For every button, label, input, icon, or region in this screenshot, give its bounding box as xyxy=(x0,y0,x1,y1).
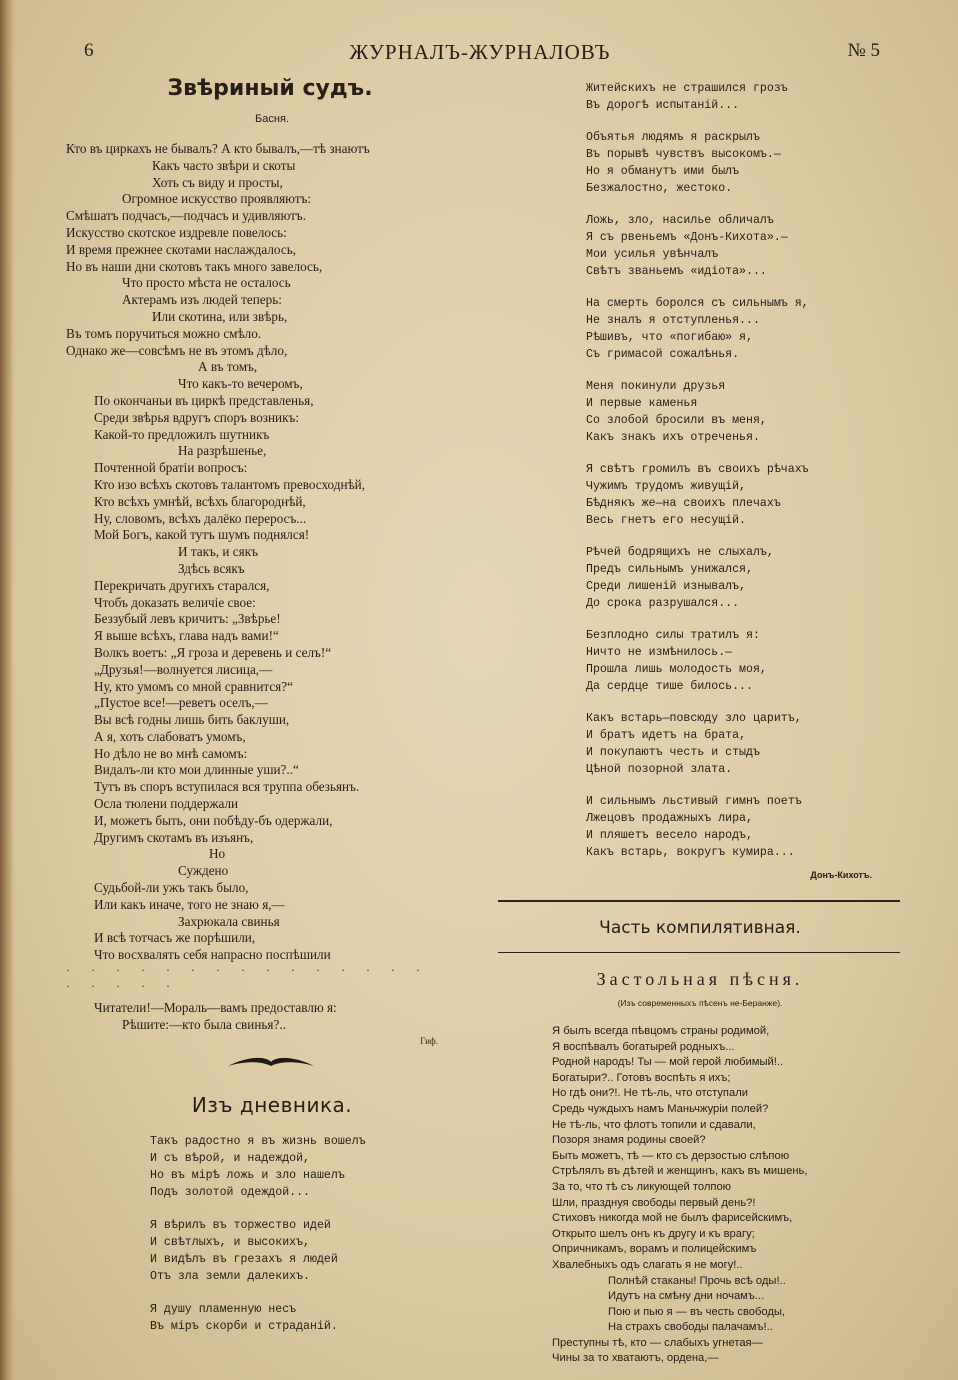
song-line: Полнѣй стаканы! Прочь всѣ оды!.. xyxy=(608,1274,786,1287)
section-title: Часть компилятивная. xyxy=(599,918,801,938)
poem-line: Среди лишеній изнывалъ, xyxy=(586,580,747,593)
poem-line: Чужимъ трудомъ живущій, xyxy=(586,480,747,493)
song-line: Не тѣ-ль, что флотъ топили и сдавали, xyxy=(552,1118,756,1131)
poem-line: Безплодно силы тратилъ я: xyxy=(586,629,760,642)
fable-line: Искусство скотское издревле повелось: xyxy=(66,224,287,240)
diary-line: Отъ зла земли далекихъ. xyxy=(150,1269,311,1283)
fable-line: Перекричать другихъ старался, xyxy=(94,577,270,593)
song-line: Стиховъ никогда мой не былъ фарисейскимъ, xyxy=(552,1212,793,1225)
song-line: Богатыри?.. Готовъ воспѣть я ихъ; xyxy=(552,1071,731,1084)
fable-signature: Гиф. xyxy=(420,1035,438,1046)
poem-stanza xyxy=(586,627,902,695)
fable-line: На разрѣшенье, xyxy=(178,443,267,459)
poem-line: Но я обманутъ ими былъ xyxy=(586,165,740,178)
poem-stanza xyxy=(586,129,902,197)
diary-line: И свѣтлыхъ, и высокихъ, xyxy=(150,1235,311,1249)
fable-line: И время прежнее скотами наслаждалось, xyxy=(66,241,297,257)
fable-line: „Друзья!—волнуется лисица,— xyxy=(94,661,273,677)
diary-line: Въ міръ скорби и страданій. xyxy=(150,1319,338,1333)
song-line: Открыто шелъ онъ къ другу и къ врагу; xyxy=(552,1227,755,1240)
fable-line: Кто изо всѣхъ скотовъ талантомъ превосходнѣй, xyxy=(94,476,366,492)
poem-line: Мои усилья увѣнчалъ xyxy=(586,248,719,261)
song-line: Стрѣлялъ въ дѣтей и женщинъ, какъ въ мишень, xyxy=(552,1165,808,1178)
fable-line: „Пустое все!—реветъ оселъ,— xyxy=(94,695,268,711)
section-divider-bottom xyxy=(498,952,900,953)
right-column xyxy=(498,80,902,1367)
diary-poem-continued xyxy=(586,80,902,861)
fable-line: Какъ часто звѣри и скоты xyxy=(152,157,296,173)
diary-stanza xyxy=(150,1217,446,1285)
song-line: Я былъ всегда пѣвцомъ страны родимой, xyxy=(552,1025,770,1037)
fable-line: Въ томъ поручиться можно смѣло. xyxy=(66,325,262,341)
poem-line: Меня покинули друзья xyxy=(586,380,726,393)
poem-stanza xyxy=(586,295,902,363)
fable-line: Что просто мѣста не осталось xyxy=(122,275,291,291)
fable-line: Беззубый левъ кричитъ: „Звѣрье! xyxy=(94,611,281,627)
diary-title: Изъ дневника. xyxy=(191,1092,353,1117)
fable-line: Видалъ-ли кто мои длинные уши?..“ xyxy=(94,762,299,778)
poem-signature: Донъ-Кихотъ. xyxy=(810,870,872,880)
song-subtitle: (Изъ современныхъ пѣсенъ не-Беранже). xyxy=(617,998,783,1008)
fable-line: Суждено xyxy=(178,863,229,879)
fable-line: Кто въ циркахъ не бывалъ? А кто бывалъ,—тѣ знаютъ xyxy=(66,141,370,156)
fable-line: Волкъ воетъ: „Я гроза и деревень и селъ!“ xyxy=(94,644,332,660)
song-line: Опричникамъ, ворамъ и полицейскимъ xyxy=(552,1243,757,1256)
poem-line: Весь гнетъ его несущій. xyxy=(586,514,747,527)
fable-line: Какой-то предложилъ шутникъ xyxy=(94,426,270,442)
poem-stanza xyxy=(586,80,902,114)
fable-line: Осла тюлени поддержали xyxy=(94,796,239,812)
fable-line: Что какъ-то вечеромъ, xyxy=(178,376,303,392)
poem-line: Я съ рвеньемъ «Донъ-Кихота».— xyxy=(586,231,788,244)
poem-line: Ложь, зло, насилье обличалъ xyxy=(586,214,774,227)
fable-line: Ну, кто умомъ со мной сравнится?“ xyxy=(94,678,293,694)
song-line: Преступны тѣ, кто — слабыхъ угнетая— xyxy=(552,1336,763,1349)
fable-line: Хоть съ виду и просты, xyxy=(152,174,283,190)
song-line: За то, что тѣ съ ликующей толпою xyxy=(552,1180,732,1193)
fable-line: Здѣсь всякъ xyxy=(178,560,245,576)
fable-line: И такъ, и сякъ xyxy=(178,544,258,560)
fable-subtitle: Басня. xyxy=(255,113,289,125)
poem-line: И пляшетъ весело народъ, xyxy=(586,829,753,842)
fable-line: Захрюкала свинья xyxy=(178,913,280,929)
diary-line: Я вѣрилъ въ торжество идей xyxy=(150,1218,331,1232)
fable-text xyxy=(66,141,446,1034)
poem-line: Рѣшивъ, что «погибаю» я, xyxy=(586,331,753,344)
song-line: Шли, празднуя свободы первый день?! xyxy=(552,1196,756,1209)
song-line: Но гдѣ они?!. Не тѣ-ль, что отступали xyxy=(552,1087,748,1100)
poem-line: Не зналъ я отступленья... xyxy=(586,314,760,327)
fable-title: Звѣриный судъ. xyxy=(167,76,373,101)
song-line: Идутъ на смѣну дни ночамъ... xyxy=(608,1290,765,1303)
song-line: Пою и пью я — въ честь свободы, xyxy=(608,1305,786,1318)
poem-line: И сильнымъ льстивый гимнъ поетъ xyxy=(586,795,802,808)
fable-line: Однако же—совсѣмъ не въ этомъ дѣло, xyxy=(66,342,288,358)
page-header xyxy=(0,40,958,68)
fable-line: Или какъ иначе, того не знаю я,— xyxy=(94,896,285,912)
poem-line: Какъ встарь, вокругъ кумира... xyxy=(586,846,795,859)
poem-line: И покупаютъ честь и стыдъ xyxy=(586,746,760,759)
poem-line: Рѣчей бодрящихъ не слыхалъ, xyxy=(586,546,774,559)
poem-line: Я свѣтъ громилъ въ своихъ рѣчахъ xyxy=(586,463,809,476)
poem-line: Объятья людямъ я раскрылъ xyxy=(586,131,760,144)
fable-line: Но въ наши дни скотовъ такъ много завелось, xyxy=(66,258,323,274)
poem-line: Житейскихъ не страшился грозъ xyxy=(586,82,788,95)
fable-line: Тутъ въ споръ вступилася вся труппа обезьянъ. xyxy=(94,779,360,795)
poem-stanza xyxy=(586,461,902,529)
fable-line: Почтенной братіи вопросъ: xyxy=(94,460,248,476)
tilde-ornament-icon xyxy=(226,1054,316,1074)
fable-moral-line: Читатели!—Мораль—вамъ предоставлю я: xyxy=(94,1000,337,1016)
poem-line: И первые каменья xyxy=(586,397,698,410)
page-number: 6 xyxy=(84,40,94,61)
poem-line: Предъ сильнымъ унижался, xyxy=(586,563,753,576)
fable-line: Или скотина, или звѣрь, xyxy=(152,308,288,324)
left-column xyxy=(66,72,446,1351)
diary-line: И съ вѣрой, и надеждой, xyxy=(150,1151,311,1165)
poem-line: Въ дорогѣ испытаній... xyxy=(586,99,740,112)
fable-line: А въ томъ, xyxy=(198,359,258,375)
diary-line: Но въ мірѣ ложь и зло нашелъ xyxy=(150,1168,345,1182)
fable-line: Смѣшатъ подчасъ,—подчасъ и удивляютъ. xyxy=(66,208,307,224)
fable-line: И, можетъ быть, они побѣду-бъ одержали, xyxy=(94,812,333,828)
fable-line: Чтобъ доказать величіе свое: xyxy=(94,594,256,610)
poem-line: Прошла лишь молодость моя, xyxy=(586,663,767,676)
diary-line: И видѣлъ въ грезахъ я людей xyxy=(150,1252,338,1266)
fable-line: Я выше всѣхъ, глава надъ вами!“ xyxy=(94,628,279,644)
poem-stanza xyxy=(586,793,902,861)
song-line: Средь чуждыхъ намъ Маньчжуріи полей? xyxy=(552,1102,769,1115)
fable-line: И всѣ тотчасъ же порѣшили, xyxy=(94,930,256,946)
diary-stanza xyxy=(150,1301,446,1335)
poem-stanza xyxy=(586,378,902,446)
song-title: Застольная пѣсня. xyxy=(596,969,804,989)
fable-line: Судьбой-ли ужъ такъ было, xyxy=(94,880,249,896)
journal-title: ЖУРНАЛЪ-ЖУРНАЛОВЪ xyxy=(349,40,611,64)
song-line: Я воспѣвалъ богатырей родныхъ... xyxy=(552,1040,735,1053)
poem-line: Бѣднякъ же—на своихъ плечахъ xyxy=(586,497,781,510)
poem-line: Какъ встарь—повсюду зло царитъ, xyxy=(586,712,802,725)
poem-stanza xyxy=(586,212,902,280)
song-line: На страхъ свободы палачамъ!.. xyxy=(608,1321,773,1334)
poem-line: Да сердце тише билось... xyxy=(586,680,753,693)
fable-line: Другимъ скотамъ въ изъянъ, xyxy=(94,829,254,845)
song-line: Позоря знамя родины своей? xyxy=(552,1134,706,1147)
fable-line: Кто всѣхъ умнѣй, всѣхъ благороднѣй, xyxy=(94,493,306,509)
poem-line: Какъ знакъ ихъ отреченья. xyxy=(586,431,760,444)
fable-line: Вы всѣ годны лишь бить баклуши, xyxy=(94,712,290,728)
fable-line: А я, хоть слабоватъ умомъ, xyxy=(94,728,246,744)
poem-line: И братъ идетъ на брата, xyxy=(586,729,747,742)
fable-line: Ну, словомъ, всѣхъ далёко переросъ... xyxy=(94,510,307,526)
poem-line: Свѣтъ званьемъ «идіота»... xyxy=(586,265,767,278)
fable-line: Но дѣло не во мнѣ самомъ: xyxy=(94,745,248,761)
song-line: Быть можетъ, тѣ — кто съ дерзостью слѣпою xyxy=(552,1149,790,1162)
song-line: Чины за то хватаютъ, ордена,— xyxy=(552,1352,719,1365)
fable-line: Мой Богъ, какой тутъ шумъ поднялся! xyxy=(94,527,310,543)
diary-stanza xyxy=(150,1133,446,1201)
poem-stanza xyxy=(586,544,902,612)
poem-line: Цѣной позорной злата. xyxy=(586,763,733,776)
poem-line: На смерть боролся съ сильнымъ я, xyxy=(586,297,809,310)
diary-poem xyxy=(150,1133,446,1335)
ellipsis-dots: · · · · · · · · · · · · · · · · · · · · xyxy=(66,963,429,994)
poem-line: Ничто не измѣнилось.— xyxy=(586,646,733,659)
diary-line: Подъ золотой одеждой... xyxy=(150,1185,311,1199)
poem-line: Лжецовъ продажныхъ лира, xyxy=(586,812,753,825)
fable-line: Актерамъ изъ людей теперь: xyxy=(122,292,282,308)
issue-number: № 5 xyxy=(847,40,880,61)
poem-line: Со злобой бросили въ меня, xyxy=(586,414,767,427)
diary-line: Такъ радостно я въ жизнь вошелъ xyxy=(150,1134,366,1148)
fable-line: Огромное искусство проявляютъ: xyxy=(122,191,312,207)
song-text xyxy=(552,1024,902,1367)
poem-line: Въ порывѣ чувствъ высокомъ.— xyxy=(586,148,781,161)
fable-moral-line: Рѣшите:—кто была свинья?.. xyxy=(122,1016,286,1032)
diary-line: Я душу пламенную несъ xyxy=(150,1302,297,1316)
fable-line: По окончаньи въ циркѣ представленья, xyxy=(94,392,314,408)
song-line: Родной народъ! Ты — мой герой любимый!.. xyxy=(552,1056,784,1069)
fable-line: Но xyxy=(209,846,226,862)
poem-line: Безжалостно, жестоко. xyxy=(586,182,733,195)
poem-stanza xyxy=(586,710,902,778)
fable-line: Что восхвалять себя напрасно поспѣшили xyxy=(94,947,331,963)
poem-line: До срока разрушался... xyxy=(586,597,740,610)
song-line: Хвалебныхъ одъ слагать я не могу!.. xyxy=(552,1258,743,1271)
fable-line: Среди звѣрья вдругъ споръ возникъ: xyxy=(94,409,300,425)
poem-line: Съ гримасой сожалѣнья. xyxy=(586,348,740,361)
